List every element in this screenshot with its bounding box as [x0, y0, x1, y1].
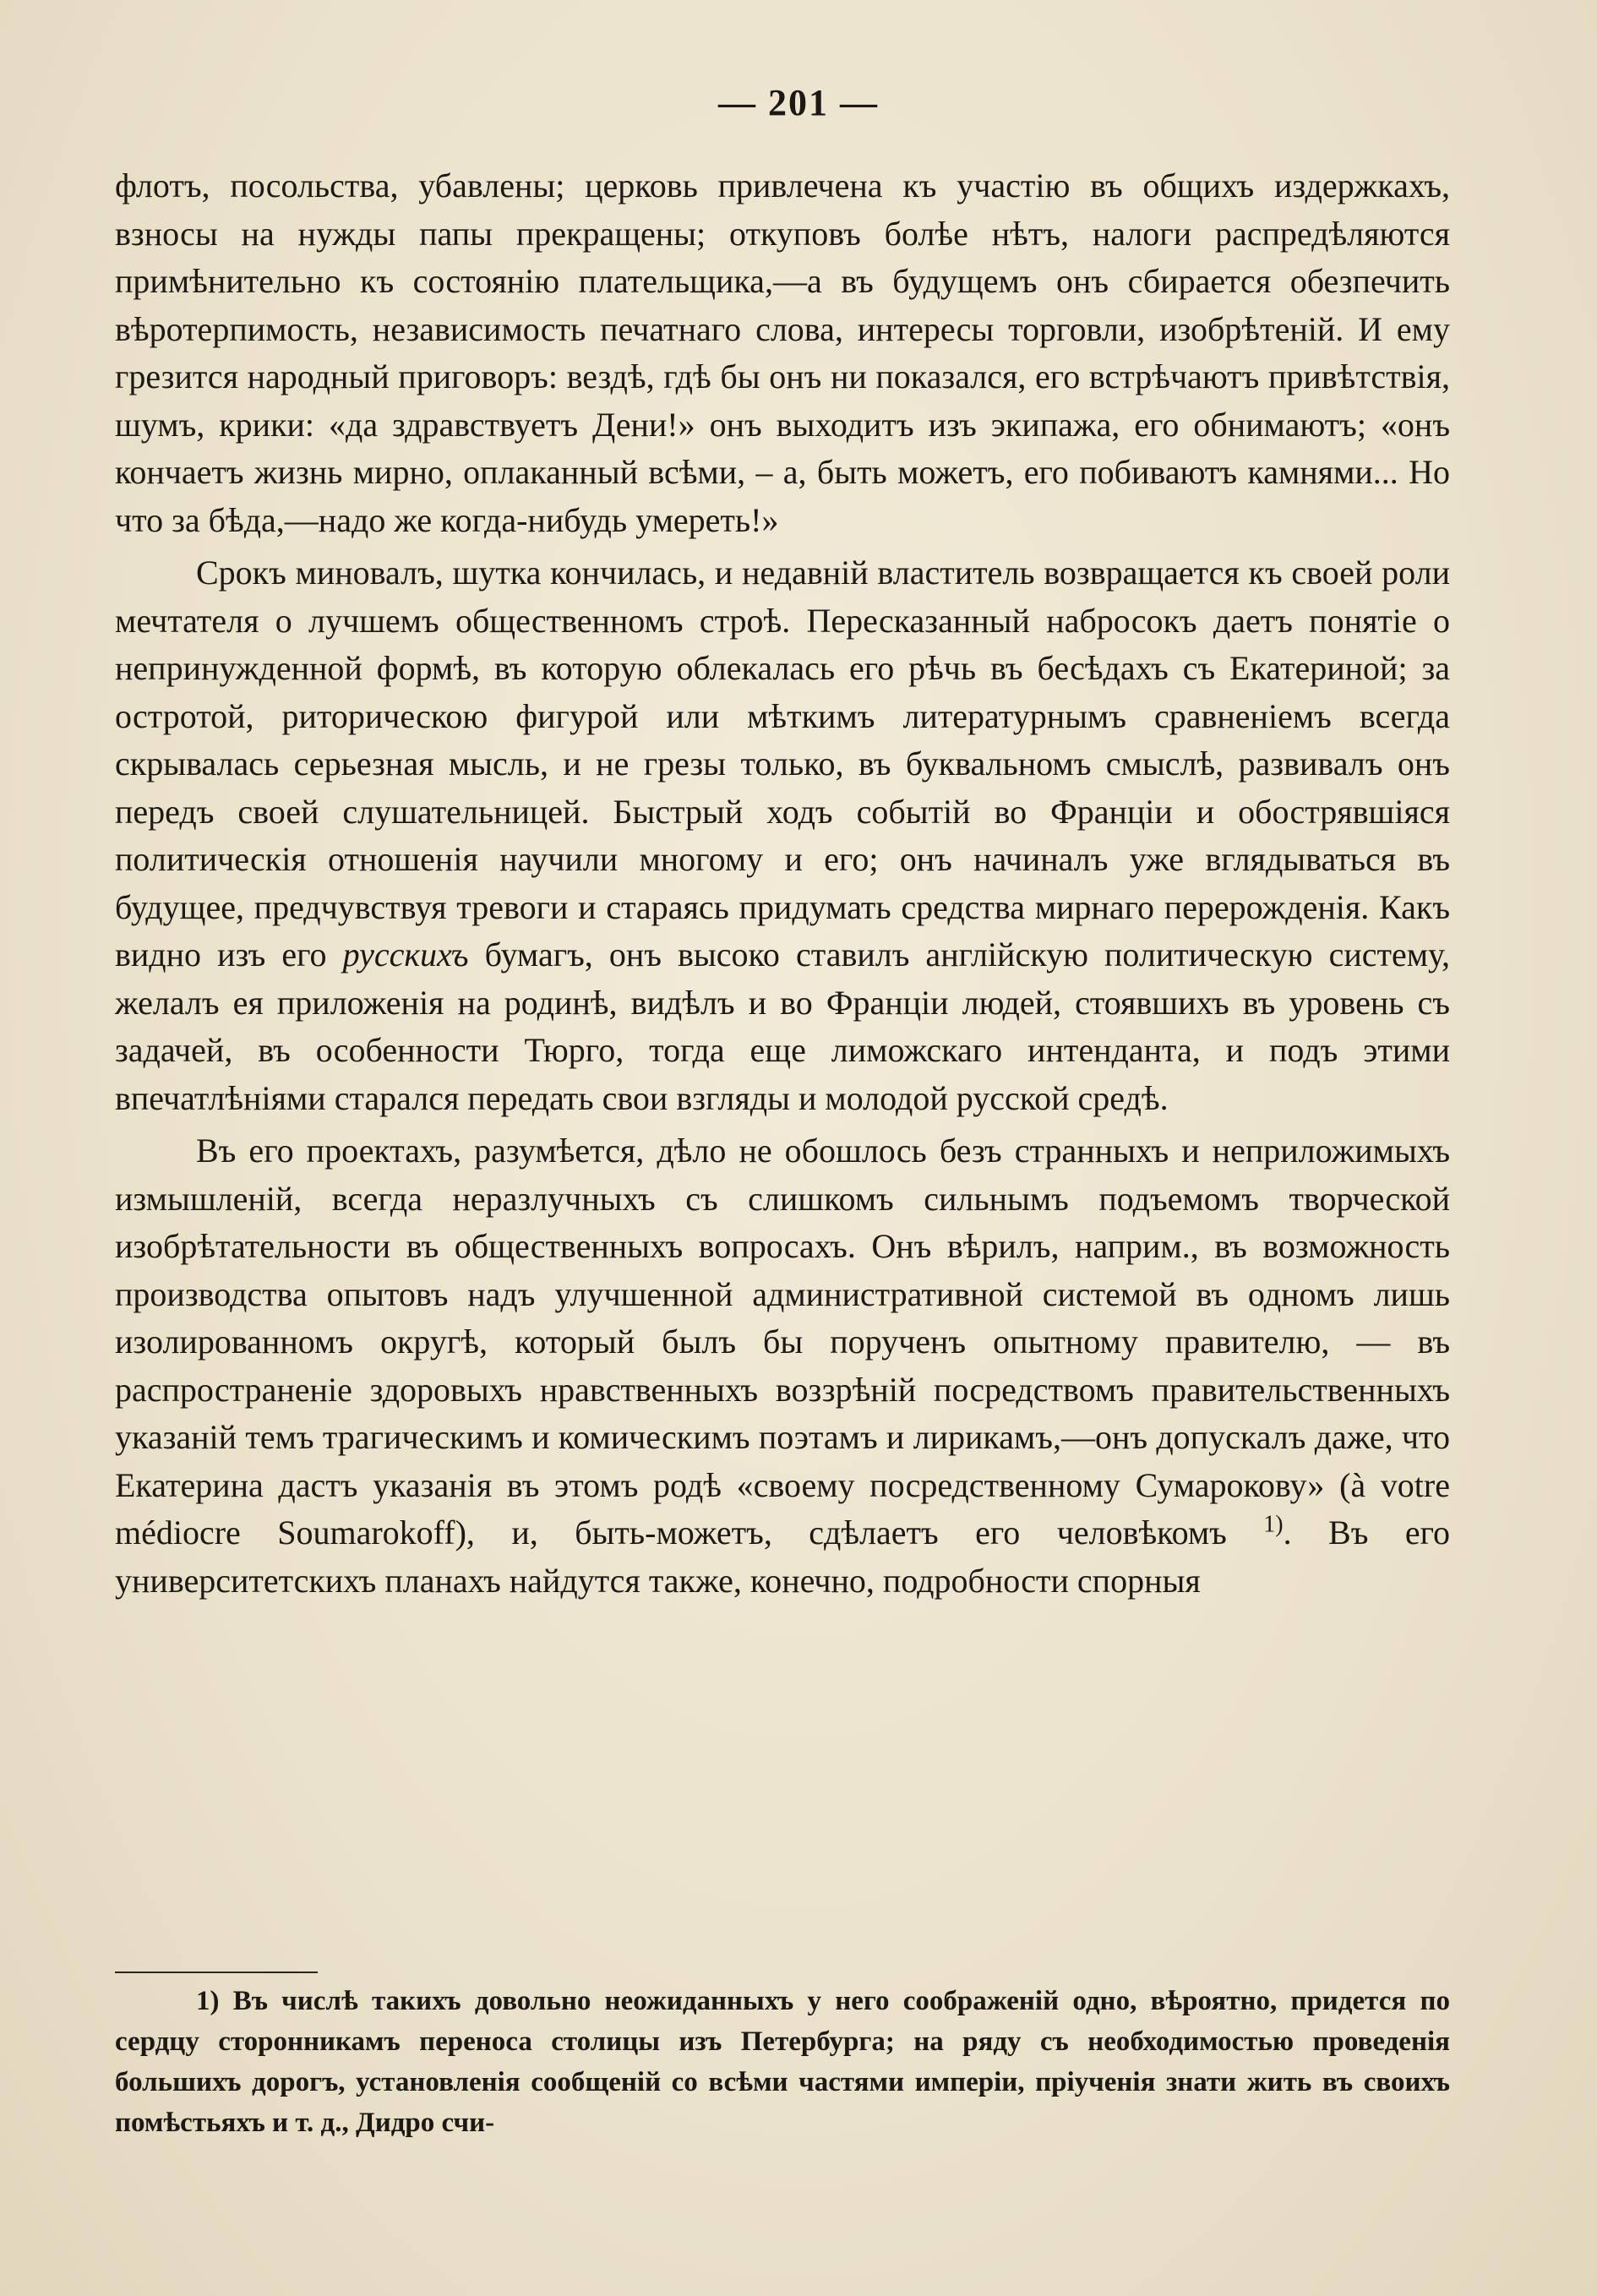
paragraph-2-text-before: Срокъ миновалъ, шутка кончилась, и недавній властитель возвращается къ своей роли мечтателя о лучшемъ общественномъ строѣ. Пересказанный набросокъ даетъ понятіе о непринужденной формѣ, въ которую облекалась его рѣчь въ бесѣдахъ съ Екатериной; за остротой, риторическою фигурой или мѣткимъ литературнымъ сравненіемъ всегда скрывалась серьезная мысль, и не грезы только, въ буквальномъ смыслѣ, развивалъ онъ передъ своей слушательницей. Быстрый ходъ событій во Франціи и обострявшіяся политическія отношенія научили многому и его; онъ начиналъ уже вглядываться въ будущее, предчувствуя тревоги и стараясь придумать средства мирнаго перерожденія. Какъ видно изъ его	[115, 554, 1450, 973]
paragraph-2	[115, 549, 1450, 1122]
page-number: — 201 —	[718, 82, 879, 123]
paragraph-3	[115, 1127, 1450, 1605]
footnote-divider	[115, 1972, 318, 1973]
paragraph-1: флотъ, посольства, убавлены; церковь привлечена къ участію въ общихъ издержкахъ, взносы на нужды папы прекращены; откуповъ болѣе нѣтъ, налоги распредѣляются примѣнительно къ состоянію плательщика,—а въ будущемъ онъ сбирается обезпечить вѣротерпимость, независимость печатнаго слова, интересы торговли, изобрѣтеній. И ему грезится народный приговоръ: вездѣ, гдѣ бы онъ ни показался, его встрѣчаютъ привѣтствія, шумъ, крики: «да здравствуетъ Дени!» онъ выходитъ изъ экипажа, его обнимаютъ; «онъ кончаетъ жизнь мирно, оплаканный всѣми, – а, быть можетъ, его побиваютъ камнями... Но что за бѣда,—надо же когда-нибудь умереть!»	[115, 166, 1450, 539]
paragraph-2-italic-word: русскихъ	[342, 935, 469, 973]
paragraph-3-text-before: Въ его проектахъ, разумѣется, дѣло не обошлось безъ странныхъ и неприложимыхъ измышленій, всегда неразлучныхъ съ слишкомъ сильнымъ подъемомъ творческой изобрѣтательности въ общественныхъ вопросахъ. Онъ вѣрилъ, наприм., въ возможность производства опытовъ надъ улучшенной административной системой въ одномъ лишь изолированномъ округѣ, который былъ бы порученъ опытному правителю, — въ распространеніе здоровыхъ нравственныхъ воззрѣній посредствомъ правительственныхъ указаній темъ трагическимъ и комическимъ поэтамъ и лирикамъ,—онъ допускалъ даже, что Екатерина дастъ указанія въ этомъ родѣ «своему посредственному Сумарокову» (à votre médiocre Soumarokoff), и, быть-можетъ, сдѣлаетъ его человѣкомъ	[115, 1132, 1450, 1552]
paragraph-3-text-after: . Въ его университетскихъ планахъ найдутся также, конечно, подробности спорныя	[115, 1513, 1450, 1600]
footnote-1-text: Въ числѣ такихъ довольно неожиданныхъ у него соображеній одно, вѣроятно, придется по сердцу сторонникамъ переноса столицы изъ Петербурга; на ряду съ необходимостью проведенія большихъ дорогъ, установленія сообщеній со всѣми частями имперіи, пріученія знати жить въ своихъ помѣстьяхъ и т. д., Дидро счи-	[115, 1986, 1450, 2138]
footnote-1	[115, 1981, 1450, 2143]
footnote-1-mark: 1)	[196, 1986, 220, 2016]
footnotes	[115, 1981, 1450, 2143]
footnote-reference-mark: 1)	[1263, 1511, 1284, 1538]
paragraph-2-text-after: бумагъ, онъ высоко ставилъ англійскую политическую систему, желалъ ея приложенія на родинѣ, видѣлъ и во Франціи людей, стоявшихъ въ уровень съ задачей, въ особенности Тюрго, тогда еще лиможскаго интенданта, и подъ этими впечатлѣніями старался передать свои взгляды и молодой русской средѣ.	[115, 935, 1451, 1117]
body-text	[115, 162, 1450, 1605]
